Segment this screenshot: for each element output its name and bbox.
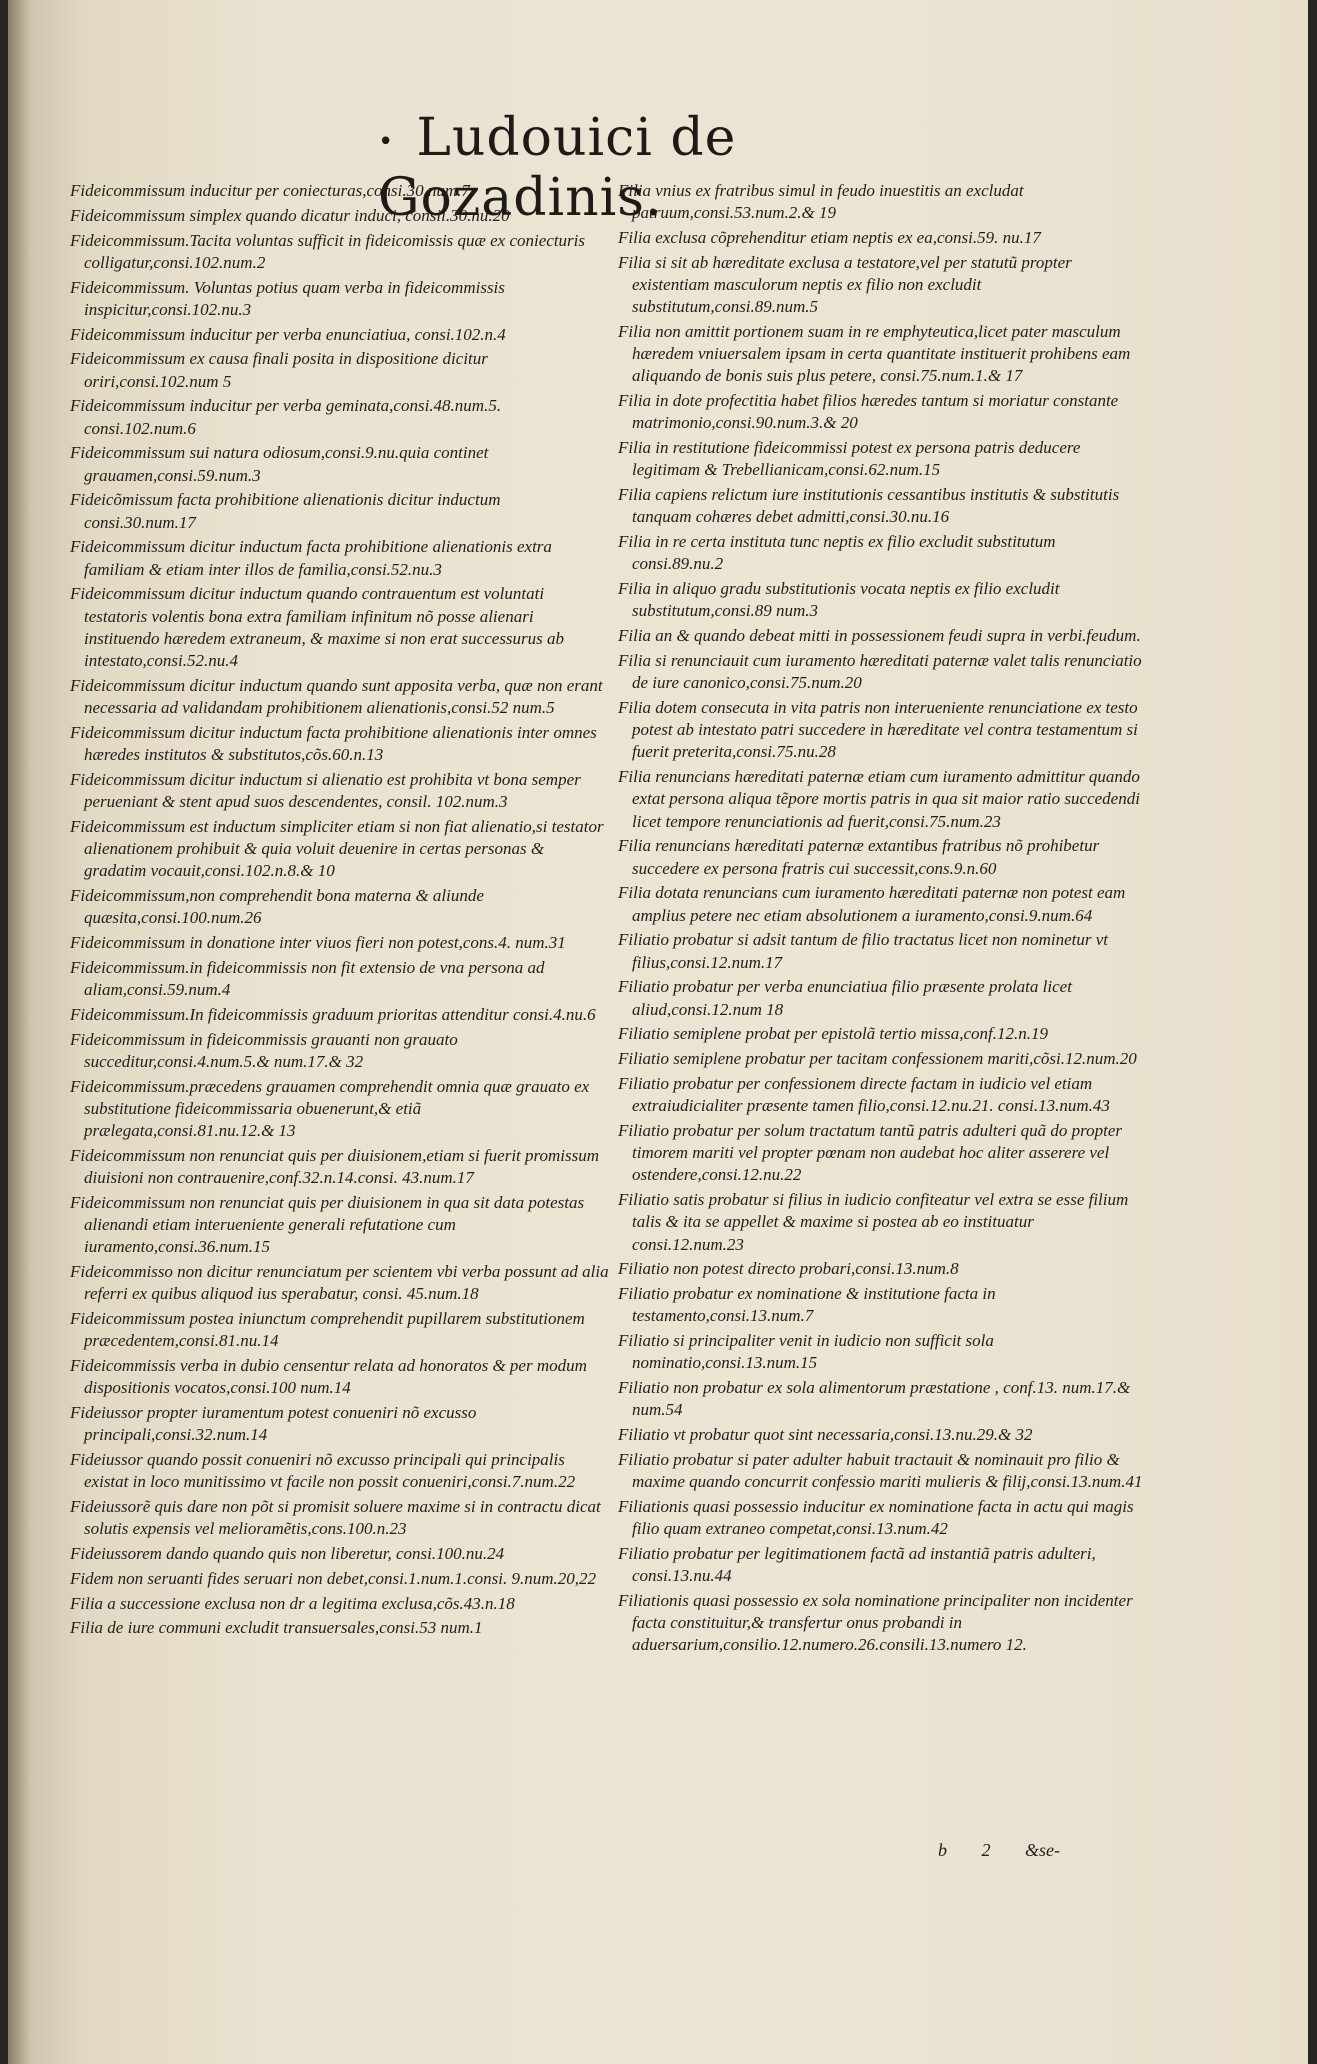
index-entry: Fideicommissum.In fideicommissis graduum prioritas attenditur consi.4.nu.6 [70, 1004, 596, 1024]
index-entry: Fideicommissum dicitur inductum quando contrauentum est voluntati testatoris volentis bona extra familiam infinitum nõ posse alienari instituendo hæredem extraneum, & maxime si non erat successurus ab intestato,consi.52.nu.4 [70, 584, 565, 670]
book-page [8, 0, 1308, 2064]
index-entry: Filia capiens relictum iure institutionis cessantibus institutis & substitutis tanquam cohæres debet admitti,consi.30.nu.16 [618, 485, 1120, 527]
signature-mark: b 2 &se- [938, 1840, 1060, 1860]
index-entry: Filiatio probatur si pater adulter habuit tractauit & nominauit pro filio & maxime quando concurrit confessio mariti mulieris & filij,consi.13.num.41 [618, 1450, 1143, 1492]
index-entry: Filiatio probatur per confessionem directe factam in iudicio vel etiam extraiudicialiter præsente tamen filio,consi.12.nu.21. consi.13.num.43 [618, 1074, 1110, 1116]
page-title: Ludouici de Gozadinis. [378, 108, 737, 228]
index-entry: Fideicommissum dicitur inductum facta prohibitione alienationis inter omnes hæredes institutos & substitutos,cõs.60.n.13 [70, 722, 597, 764]
index-column-left [70, 180, 610, 1642]
index-entry: Fideicommissum sui natura odiosum,consi.9.nu.quia continet grauamen,consi.59.num.3 [70, 443, 489, 485]
index-entry: Fideicommissum simplex quando dicatur induci, consil.30.nu.20 [70, 205, 510, 225]
index-entry: Fideicommissum.præcedens grauamen comprehendit omnia quæ grauato ex substitutione fideicommissaria obuenerunt,& etiã prælegata,consi.81.nu.12.& 13 [70, 1076, 590, 1140]
index-entry: Filia in dote profectitia habet filios hæredes tantum si moriatur constante matrimonio,consi.90.num.3.& 20 [618, 391, 1119, 433]
index-entry: Fideicommisso non dicitur renunciatum per scientem vbi verba possunt ad alia referri ex quibus aliquod ius sperabatur, consi. 45.num.18 [70, 1262, 609, 1304]
index-entry: Filia in restitutione fideicommissi potest ex persona patris deducere legitimam & Trebellianicam,consi.62.num.15 [618, 438, 1081, 480]
index-entry: Fideicommissum. Voluntas potius quam verba in fideicommissis inspicitur,consi.102.nu.3 [70, 277, 505, 319]
index-entry: Filia renuncians hæreditati paternæ etiam cum iuramento admittitur quando extat persona aliqua tẽpore mortis patris in qua sit maior ratio succedendi licet tempore renunciationis ad fuerit,consi.75.num.23 [618, 767, 1140, 831]
index-entry: Fideicommissum inducitur per verba geminata,consi.48.num.5. consi.102.num.6 [70, 396, 502, 438]
index-entry: Fideicommissum inducitur per coniecturas,consi.30.num.7 [70, 181, 470, 200]
index-entry: Filia vnius ex fratribus simul in feudo inuestitis an excludat patruum,consi.53.num.2.& 19 [618, 181, 1024, 223]
index-entry: Fideicommissum dicitur inductum si alienatio est prohibita vt bona semper perueniant & stent apud suos descendentes, consil. 102.num.3 [70, 769, 581, 811]
index-entry: Filiatio semiplene probatur per tacitam confessionem mariti,cõsi.12.num.20 [618, 1049, 1137, 1069]
index-entry: Filiatio vt probatur quot sint necessaria,consi.13.nu.29.& 32 [618, 1425, 1033, 1445]
index-entry: Fideicõmissum facta prohibitione alienationis dicitur inductum consi.30.num.17 [70, 490, 501, 532]
index-entry: Filiatio semiplene probat per epistolã tertio missa,conf.12.n.19 [618, 1024, 1049, 1044]
index-entry: Filiatio probatur ex nominatione & institutione facta in testamento,consi.13.num.7 [618, 1284, 996, 1326]
index-entry: Filia an & quando debeat mitti in possessionem feudi supra in verbi.feudum. [618, 626, 1141, 646]
index-entry: Fideicommissum.in fideicommissis non fit extensio de vna persona ad aliam,consi.59.num.4 [70, 957, 545, 999]
index-entry: Fideicommissum ex causa finali posita in dispositione dicitur oriri,consi.102.num 5 [70, 349, 488, 391]
index-entry: Filiatio satis probatur si filius in iudicio confiteatur vel extra se esse filium talis & ita se appellet & maxime si postea ab eo instituatur consi.12.num.23 [618, 1190, 1129, 1254]
index-entry: Fideicommissum non renunciat quis per diuisionem in qua sit data potestas alienandi etiam interueniente generali refutatione cum iuramento,consi.36.num.15 [70, 1192, 585, 1257]
index-entry: Fideicommissum dicitur inductum facta prohibitione alienationis extra familiam & etiam inter illos de familia,consi.52.nu.3 [70, 537, 552, 579]
index-entry: Fideiussor quando possit conueniri nõ excusso principali qui principalis existat in loco munitissimo vt facile non possit conueniri,consi.7.num.22 [70, 1450, 576, 1492]
index-entry: Filiatio probatur per solum tractatum tantũ patris adulteri quã do propter timorem mariti vel propter pœnam non audebat hoc aliter asserere vel ostendere,consi.12.nu.22 [618, 1121, 1123, 1185]
header-ornament-dot: • [378, 126, 395, 157]
index-entry: Filia dotata renuncians cum iuramento hæreditati paternæ non potest eam amplius petere nec etiam absolutionem a iuramento,consi.9.num.64 [618, 883, 1126, 925]
index-entry: Filiatio probatur si adsit tantum de filio tractatus licet non nominetur vt filius,consi.12.num.17 [618, 930, 1108, 972]
index-entry: Fideicommissum,non comprehendit bona materna & aliunde quæsita,consi.100.num.26 [70, 886, 484, 928]
index-entry: Filia in aliquo gradu substitutionis vocata neptis ex filio excludit substitutum,consi.89 num.3 [618, 579, 1060, 621]
index-entry: Fideicommissum dicitur inductum quando sunt apposita verba, quæ non erant necessaria ad validandam prohibitionem alienationis,consi.52 num.5 [70, 675, 603, 717]
index-entry: Fideicommissis verba in dubio censentur relata ad honoratos & per modum dispositionis vocatos,consi.100 num.14 [70, 1356, 587, 1398]
index-entry: Filia non amittit portionem suam in re emphyteutica,licet pater masculum hæredem vniuersalem ipsam in certa quantitate instituerit prohibens eam aliquando de bonis suis plus petere, consi.75.num.1.& 17 [618, 322, 1131, 386]
index-entry: Fideicommissum in donatione inter viuos fieri non potest,cons.4. num.31 [70, 933, 566, 952]
index-entry: Fideicommissum in fideicommissis grauanti non grauato succeditur,consi.4.num.5.& num.17.& 32 [70, 1029, 458, 1071]
index-entry: Filiatio si principaliter venit in iudicio non sufficit sola nominatio,consi.13.num.15 [618, 1331, 994, 1373]
index-entry: Filiatio non probatur ex sola alimentorum præstatione , conf.13. num.17.& num.54 [618, 1378, 1131, 1420]
index-entry: Fideicommissum non renunciat quis per diuisionem,etiam si fuerit promissum diuisioni non contrauenire,conf.32.n.14.consi. 43.num.17 [70, 1145, 600, 1187]
index-entry: Fideiussorem dando quando quis non liberetur, consi.100.nu.24 [70, 1544, 505, 1563]
index-entry: Filiationis quasi possessio inducitur ex nominatione facta in actu qui magis filio quam extraneo competat,consi.13.num.42 [618, 1497, 1134, 1539]
index-entry: Filiatio non potest directo probari,consi.13.num.8 [618, 1259, 959, 1279]
index-entry: Fideicommissum.Tacita voluntas sufficit in fideicomissis quæ ex coniecturis colligatur,consi.102.num.2 [70, 230, 585, 272]
index-entry: Filia a successione exclusa non dr a legitima exclusa,cõs.43.n.18 [70, 1593, 515, 1613]
index-entry: Fideicommissum postea iniunctum comprehendit pupillarem substitutionem præcedentem,consi.81.nu.14 [70, 1309, 585, 1351]
index-entry: Fideicommissum inducitur per verba enunciatiua, consi.102.n.4 [70, 324, 506, 344]
index-entry: Filiatio probatur per legitimationem factã ad instantiã patris adulteri, consi.13.nu.44 [618, 1544, 1096, 1586]
index-entry: Filia renuncians hæreditati paternæ extantibus fratribus nõ prohibetur succedere ex persona fratris cui successit,cons.9.n.60 [618, 836, 1100, 878]
index-entry: Filia si renunciauit cum iuramento hæreditati paternæ valet talis renunciatio de iure canonico,consi.75.num.20 [618, 651, 1142, 693]
index-column-right [618, 180, 1148, 1659]
index-entry: Fideicommissum est inductum simpliciter etiam si non fiat alienatio,si testator alienationem prohibuit & quia voluit deuenire in certas personas & gradatim vocauit,consi.102.n.8.& 10 [70, 816, 604, 881]
index-entry: Fidem non seruanti fides seruari non debet,consi.1.num.1.consi. 9.num.20,22 [70, 1568, 597, 1588]
index-entry: Fideiussorẽ quis dare non põt si promisit soluere maxime si in contractu dicat solutis expensis vel melioramẽtis,cons.100.n.23 [70, 1497, 601, 1539]
index-entry: Filia in re certa instituta tunc neptis ex filio excludit substitutum consi.89.nu.2 [618, 532, 1056, 574]
index-entry: Filia de iure communi excludit transuersales,consi.53 num.1 [70, 1618, 483, 1638]
index-entry: Filia exclusa cõprehenditur etiam neptis ex ea,consi.59. nu.17 [618, 228, 1041, 247]
index-entry: Filiationis quasi possessio ex sola nominatione principaliter non incidenter facta constituitur,& transfertur onus probandi in aduersarium,consilio.12.numero.26.consili.13.numero 12. [618, 1591, 1133, 1655]
index-entry: Filia dotem consecuta in vita patris non interueniente renunciatione ex testo potest ab intestato patri succedere in hæreditate vel contra testamentum si fuerit preterita,consi.75.nu.28 [618, 698, 1138, 762]
index-entry: Filiatio probatur per verba enunciatiua filio præsente prolata licet aliud,consi.12.num 18 [618, 977, 1072, 1019]
index-entry: Filia si sit ab hæreditate exclusa a testatore,vel per statutũ propter existentiam masculorum neptis ex filio non excludit substitutum,consi.89.num.5 [618, 252, 1072, 317]
binding-gutter [8, 0, 30, 2064]
index-entry: Fideiussor propter iuramentum potest conueniri nõ excusso principali,consi.32.num.14 [70, 1403, 477, 1445]
